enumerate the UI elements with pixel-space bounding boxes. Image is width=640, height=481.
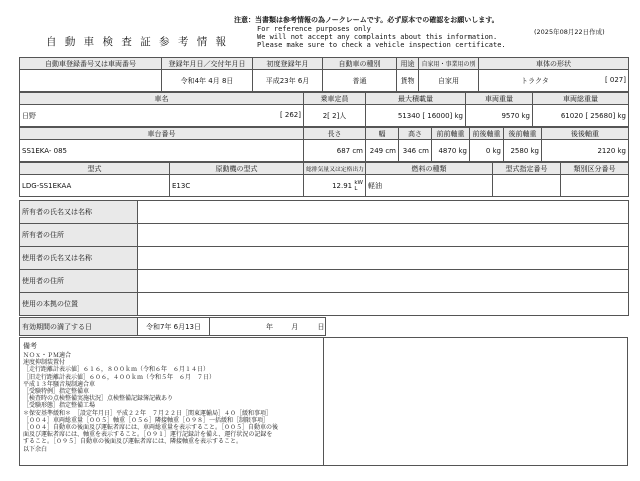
label-use: 用途: [397, 58, 419, 70]
remarks-line: ＮＯｘ・ＰＭ適合: [23, 352, 72, 359]
label-vehicle-weight: 車両重量: [466, 93, 533, 105]
notice-en-1: For reference purposes only: [257, 25, 371, 33]
registration-number: [20, 70, 162, 92]
rf-axle-weight: 2580 kg: [504, 140, 542, 162]
height: 346 cm: [399, 140, 432, 162]
notice-en-3: Please make sure to check a vehicle inspection certificate.: [257, 41, 506, 49]
user-name: [138, 247, 629, 270]
label-registration-number: 自動車登録番号又は車両番号: [20, 58, 162, 70]
length: 687 cm: [304, 140, 366, 162]
remarks-line: 面及び運転者席には、軸重を表示すること。［０９１］運行記録計を備え、運行状況の記録を: [23, 431, 273, 439]
remarks-line: ［走行距離計表示値］６１６，８００ｋｍ（令和６年 ６月１４日）: [23, 366, 210, 374]
remarks-line: 速度抑制装置付: [23, 359, 66, 367]
displacement-cell: [304, 175, 366, 197]
class-number: [561, 175, 629, 197]
body-shape-cell: [479, 70, 629, 92]
owner-name: [138, 201, 629, 224]
remarks-label: 備考: [23, 342, 37, 350]
label-user-name: 使用者の氏名又は名称: [20, 247, 138, 270]
expiry-blank-date: [210, 318, 326, 336]
remarks-line: 以下余白: [23, 445, 48, 453]
remarks-right-box: [323, 337, 628, 466]
day-label: 日: [317, 322, 325, 331]
month-label: 月: [291, 322, 299, 331]
remarks-line: ［００４］車両総重量［００５］軸重［０５６］隣接軸重［０９８］一括緩和［制限事項］: [23, 416, 270, 424]
displacement-unit-kw: kW: [354, 179, 363, 186]
body-shape: トラクタ: [521, 76, 549, 85]
vehicle-table: [19, 92, 629, 127]
displacement-unit-l: L: [354, 185, 358, 192]
label-height: 高さ: [399, 128, 432, 140]
dimension-table: [19, 127, 629, 162]
label-chassis-number: 車台番号: [20, 128, 304, 140]
notice-jp: 注意：当書類は参考情報の為ノークレームです。必ず原本での確認をお願いします。: [234, 16, 499, 24]
vehicle-weight: 9570 kg: [466, 105, 533, 127]
remarks-line: ［００４］自動車の後面及び運転者席には、車両総重量を表示すること。［００５］自動車の後: [23, 424, 279, 432]
remarks-line: ＊保安基準緩和＊ ［設定年月日］平成２２年 ７月２２日［関東運輸局］４０［緩和事項］: [23, 409, 273, 417]
label-rr-axle: 後後軸重: [542, 128, 629, 140]
expiry-date: 令和7年 6月13日: [138, 318, 210, 336]
label-first-registration: 初度登録年月: [253, 58, 323, 70]
label-ff-axle: 前前軸重: [432, 128, 470, 140]
label-displacement: 総排気量又は定格出力: [304, 163, 366, 175]
label-engine-model: 原動機の型式: [170, 163, 304, 175]
chassis-number: SS1EKA- 085: [20, 140, 304, 162]
label-user-address: 使用者の住所: [20, 270, 138, 293]
ff-axle-weight: 4870 kg: [432, 140, 470, 162]
business-type: 自家用: [419, 70, 479, 92]
registration-date: 令和4年 4月 8日: [162, 70, 253, 92]
notice-en-2: We will not accept any complaints about this information.: [257, 33, 498, 41]
label-type-number: 型式指定番号: [493, 163, 561, 175]
fr-axle-weight: 0 kg: [470, 140, 504, 162]
max-load: 51340 [ 16000] kg: [366, 105, 466, 127]
expiry-table: [19, 317, 326, 336]
label-model: 型式: [20, 163, 170, 175]
fuel-type: 軽油: [366, 175, 493, 197]
label-base-location: 使用の本拠の位置: [20, 293, 138, 316]
gross-weight: 61020 [ 25680] kg: [533, 105, 629, 127]
label-rf-axle: 後前軸重: [504, 128, 542, 140]
label-gross-weight: 車両総重量: [533, 93, 629, 105]
remarks-line: 平成１３年騒音規制適合車: [23, 380, 96, 388]
displacement: 12.91: [332, 181, 353, 190]
label-class-number: 類別区分番号: [561, 163, 629, 175]
first-registration: 平成23年 6月: [253, 70, 323, 92]
remarks-text: [23, 352, 278, 453]
user-address: [138, 270, 629, 293]
remarks-line: ［旧走行距離計表示値］６０６，４００ｋｍ（令和５年 ６月 ７日）: [23, 373, 216, 381]
label-width: 幅: [366, 128, 399, 140]
remarks-line: ［検査時の点検整備実施状況］点検整備記録簿記載あり: [23, 395, 174, 403]
model: LDG-SS1EKAA: [20, 175, 170, 197]
label-fr-axle: 前後軸重: [470, 128, 504, 140]
rr-axle-weight: 2120 kg: [542, 140, 629, 162]
label-registration-date: 登録年月日／交付年月日: [162, 58, 253, 70]
car-name-cell: [20, 105, 304, 127]
remarks-line: ［受験特例］指定整備車: [23, 388, 90, 396]
label-expiry: 有効期間の満了する日: [20, 318, 138, 336]
car-name: 日野: [22, 111, 36, 120]
body-shape-code: [ 027]: [604, 75, 626, 84]
label-car-name: 車名: [20, 93, 304, 105]
year-label: 年: [266, 322, 273, 331]
owner-address: [138, 224, 629, 247]
registration-table: [19, 57, 629, 92]
label-capacity: 乗車定員: [304, 93, 366, 105]
engine-model: E13C: [170, 175, 304, 197]
width: 249 cm: [366, 140, 399, 162]
label-business-type: 自家用・事業用の別: [419, 58, 479, 70]
type-number: [493, 175, 561, 197]
remarks-line: ［受験形態］指定整備工場: [23, 402, 96, 410]
use: 貨物: [397, 70, 419, 92]
label-vehicle-kind: 自動車の種別: [323, 58, 397, 70]
label-owner-address: 所有者の住所: [20, 224, 138, 247]
label-owner-name: 所有者の氏名又は名称: [20, 201, 138, 224]
remarks-line: すること。［０９５］自動車の後面及び運転者席には、隣接軸重を表示すること。: [23, 438, 243, 446]
label-body-shape: 車体の形状: [479, 58, 629, 70]
vehicle-kind: 普通: [323, 70, 397, 92]
engine-table: [19, 162, 629, 197]
label-fuel-type: 燃料の種類: [366, 163, 493, 175]
created-date: (2025年08月22日作成): [534, 28, 605, 36]
label-length: 長さ: [304, 128, 366, 140]
label-max-load: 最大積載量: [366, 93, 466, 105]
base-location: [138, 293, 629, 316]
car-name-code: [ 262]: [279, 110, 301, 119]
capacity: 2[ 2]人: [304, 105, 366, 127]
page-title: 自 動 車 検 査 証 参 考 情 報: [46, 36, 229, 48]
owner-table: [19, 200, 629, 316]
remarks-box: [19, 337, 324, 466]
